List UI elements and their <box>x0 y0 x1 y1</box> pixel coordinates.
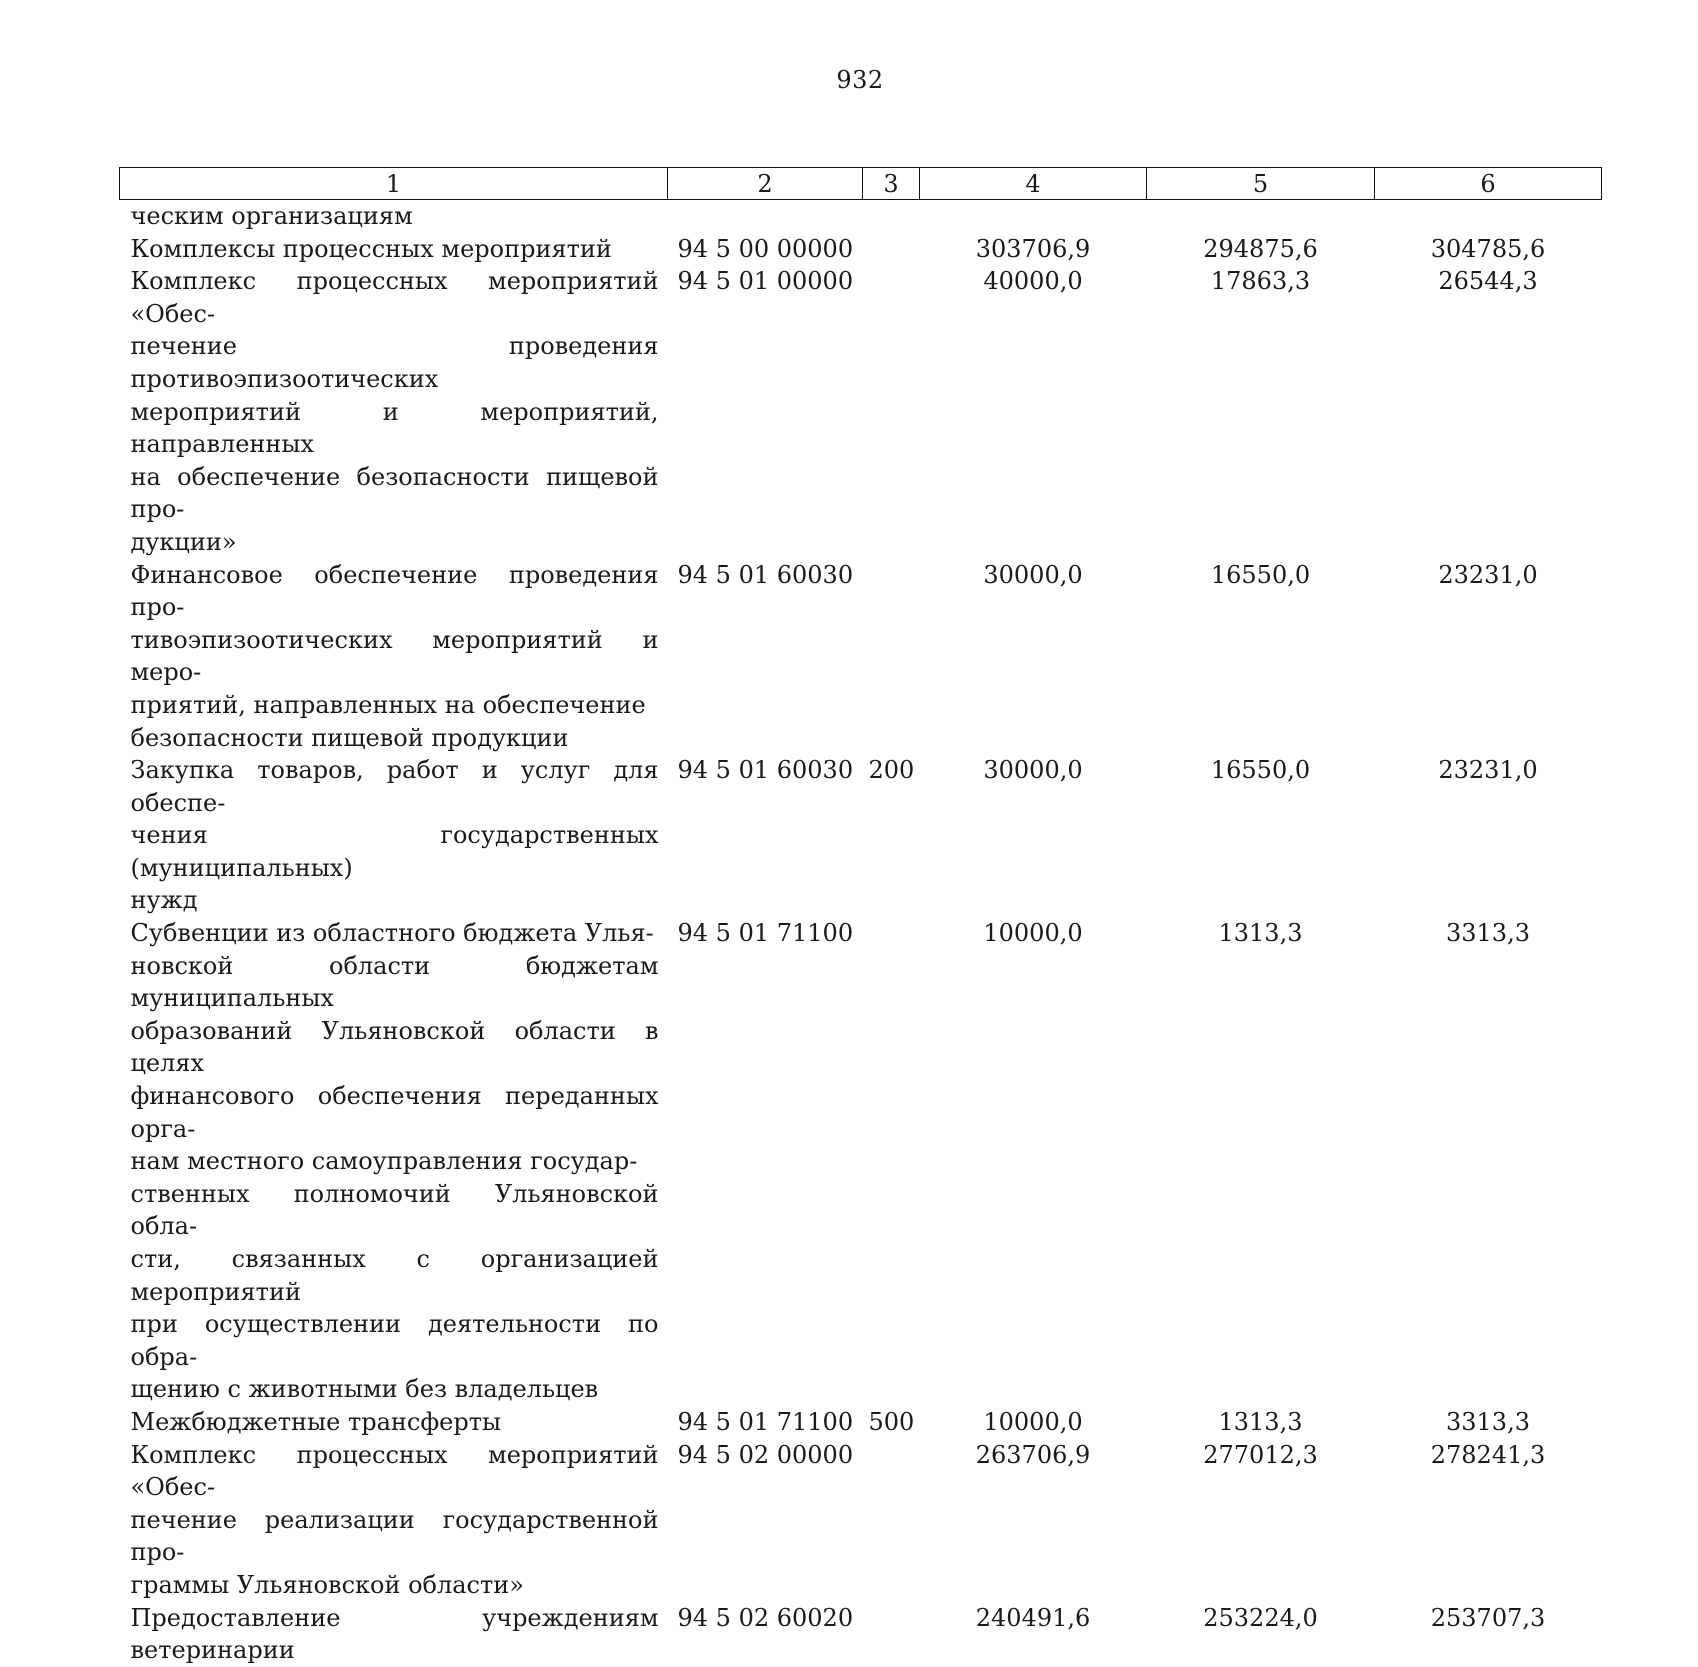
row-name-line: нужд <box>130 886 198 915</box>
table-row <box>120 265 1602 558</box>
row-name-cell <box>120 1439 668 1602</box>
row-value-col6: 253707,3 <box>1430 1603 1546 1632</box>
row-value-col5: 1313,3 <box>1218 1407 1303 1436</box>
row-value-col4: 263706,9 <box>975 1440 1091 1469</box>
row-type-cell <box>863 233 920 266</box>
row-code-cell: 94 5 02 00000 <box>677 1440 854 1469</box>
row-type-cell <box>863 1602 920 1667</box>
row-value-col6: 26544,3 <box>1438 267 1538 296</box>
row-value-col4: 30000,0 <box>983 560 1083 589</box>
row-code-cell: 94 5 01 60030 <box>677 756 854 785</box>
row-name-cell <box>120 1602 668 1667</box>
row-name-line: ственных полномочий Ульяновской обла- <box>130 1179 659 1241</box>
row-value-col6: 3313,3 <box>1446 919 1530 948</box>
row-name-line: Межбюджетные трансферты <box>130 1407 502 1436</box>
page-number: 932 <box>836 66 884 94</box>
row-value-col6: 3313,3 <box>1446 1407 1530 1436</box>
row-value-col5: 16550,0 <box>1210 756 1311 785</box>
row-type-cell: 500 <box>868 1407 915 1436</box>
row-name-cell <box>120 233 668 266</box>
row-value-col4: 10000,0 <box>983 1407 1083 1436</box>
row-name-cell <box>120 1406 668 1439</box>
row-name-line: новской области бюджетам муниципальных <box>130 951 659 1013</box>
row-code-cell: 94 5 01 71100 <box>677 1407 854 1436</box>
row-value-col4: 10000,0 <box>983 919 1083 948</box>
row-value-col4 <box>920 200 1147 233</box>
row-value-col5: 253224,0 <box>1203 1603 1318 1632</box>
budget-table <box>119 167 1602 1667</box>
row-name-line: мероприятий и мероприятий, направленных <box>130 397 659 459</box>
row-code-cell: 94 5 00 00000 <box>677 234 854 263</box>
row-name-line: образований Ульяновской области в целях <box>130 1016 659 1078</box>
table-row <box>120 1406 1602 1439</box>
row-name-cell <box>120 754 668 917</box>
row-value-col6: 278241,3 <box>1430 1440 1546 1469</box>
row-code-cell: 94 5 01 00000 <box>677 267 854 296</box>
budget-table-container <box>119 167 1601 1667</box>
row-name-line: граммы Ульяновской области» <box>130 1570 524 1599</box>
table-row <box>120 559 1602 755</box>
header-col-2: 2 <box>668 168 863 200</box>
header-row <box>120 168 1602 200</box>
table-row <box>120 917 1602 1406</box>
row-name-cell <box>120 559 668 755</box>
row-value-col6: 304785,6 <box>1430 234 1546 263</box>
row-name-line: нам местного самоуправления государ- <box>130 1147 638 1176</box>
header-col-4: 4 <box>920 168 1147 200</box>
row-value-col6 <box>1375 200 1602 233</box>
table-row <box>120 200 1602 233</box>
row-value-col4: 40000,0 <box>983 267 1083 296</box>
row-type-cell <box>863 200 920 233</box>
row-name-line: Субвенции из областного бюджета Улья- <box>130 919 654 948</box>
row-name-line: печение реализации государственной про- <box>130 1505 659 1567</box>
row-code-cell: 94 5 01 71100 <box>677 919 854 948</box>
row-name-line: Комплекс процессных мероприятий «Обес- <box>130 1440 659 1502</box>
table-row <box>120 754 1602 917</box>
row-name-cell <box>120 265 668 558</box>
row-value-col5: 277012,3 <box>1203 1440 1318 1469</box>
row-name-line: тивоэпизоотических мероприятий и меро- <box>130 625 659 687</box>
table-row <box>120 1602 1602 1667</box>
row-type-cell <box>863 917 920 1406</box>
row-type-cell <box>863 265 920 558</box>
row-name-line: щению с животными без владельцев <box>130 1375 599 1404</box>
row-name-line: сти, связанных с организацией мероприятий <box>130 1245 659 1306</box>
row-name-line: Комплекс процессных мероприятий «Обес- <box>130 267 659 328</box>
row-value-col6: 23231,0 <box>1438 560 1538 589</box>
row-name-line: дукции» <box>130 527 237 556</box>
row-type-cell: 200 <box>868 756 915 785</box>
row-code-cell: 94 5 01 60030 <box>677 560 854 589</box>
row-name-line: Закупка товаров, работ и услуг для обеспе- <box>130 756 659 817</box>
row-code-cell: 94 5 02 60020 <box>677 1603 854 1632</box>
row-type-cell <box>863 559 920 755</box>
header-col-5: 5 <box>1147 168 1375 200</box>
header-col-3: 3 <box>863 168 920 200</box>
row-name-line: ческим организациям <box>130 202 413 230</box>
row-value-col5: 294875,6 <box>1203 234 1318 263</box>
row-value-col6: 23231,0 <box>1438 756 1538 785</box>
row-value-col4: 303706,9 <box>975 234 1091 263</box>
row-code-cell <box>668 200 863 233</box>
row-name-line: Комплексы процессных мероприятий <box>130 234 612 263</box>
table-header <box>120 168 1602 200</box>
row-value-col5: 17863,3 <box>1210 267 1311 296</box>
table-body <box>120 200 1602 1667</box>
row-value-col5 <box>1147 200 1375 233</box>
row-value-col4: 30000,0 <box>983 756 1083 785</box>
row-name-line: безопасности пищевой продукции <box>130 723 569 752</box>
header-col-1: 1 <box>120 168 668 200</box>
header-col-6: 6 <box>1375 168 1602 200</box>
row-name-line: Финансовое обеспечение проведения про- <box>130 560 659 622</box>
table-row <box>120 233 1602 266</box>
row-name-line: на обеспечение безопасности пищевой про- <box>130 462 659 524</box>
row-name-cell <box>120 917 668 1406</box>
row-name-line: Предоставление учреждениям ветеринарии <box>130 1603 659 1665</box>
row-name-line: финансового обеспечения переданных орга- <box>130 1082 659 1143</box>
table-row <box>120 1439 1602 1602</box>
row-name-line: приятий, направленных на обеспечение <box>130 690 646 719</box>
row-name-line: печение проведения противоэпизоотических <box>130 332 659 393</box>
row-name-line: при осуществлении деятельности по обра- <box>130 1310 659 1371</box>
row-value-col4: 240491,6 <box>975 1603 1091 1632</box>
row-name-cell <box>120 200 668 233</box>
row-type-cell <box>863 1439 920 1602</box>
row-value-col5: 16550,0 <box>1210 560 1311 589</box>
row-name-line: чения государственных (муниципальных) <box>130 821 659 882</box>
row-value-col5: 1313,3 <box>1218 919 1303 948</box>
